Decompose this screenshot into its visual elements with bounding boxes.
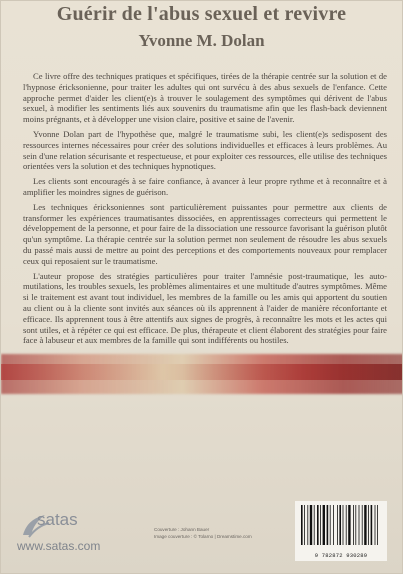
isbn-number: 9 782872 930289 (314, 552, 368, 559)
blurb-text (23, 71, 387, 350)
book-author: Yvonne M. Dolan (138, 31, 265, 50)
blurb-paragraph: Les clients sont encouragés à se faire confiance, à avancer à leur propre rythme et à reconnaître et à amplifier les moindres signes de guérison. (23, 176, 387, 197)
book-title: Guérir de l'abus sexuel et revivre (56, 3, 347, 25)
blurb-paragraph: Ce livre offre des techniques pratiques et spécifiques, tirées de la thérapie centrée sur la solution et de l'hypnose éricksonienne, pour traiter les adultes qui ont survécu à des abus sexuels de l'enfance. Cette approche permet d'aider les client(e)s à trouver le soulagement des symptômes qui dérivent de l'abus sexuel, à modifier les sentiments liés aux souvenirs du traumatisme afin que les flash-back deviennent moins prégnants, et à développer une vision claire, positive et saine de l'avenir. (23, 71, 387, 125)
red-smoke-band-core (1, 364, 403, 380)
publisher-website: www.satas.com (17, 539, 101, 553)
blurb-paragraph: Yvonne Dolan part de l'hypothèse que, malgré le traumatisme subi, les client(e)s sedisposent des ressources internes nécessaires pour créer des solutions individuelles et efficaces à leurs problèmes. Au sein d'une relation sécurisante et respectueuse, et pour exploiter ces ressources, elle utilise des techniques orientées vers la solution et des techniques hypnotiques. (23, 128, 387, 172)
isbn-barcode (295, 501, 387, 561)
credit-line: Couverture : Johann Bauer (154, 527, 210, 532)
cover-credits (154, 526, 274, 540)
credit-line: Image couverture : © Tolarno | Dreamstime.com (154, 534, 252, 539)
blurb-paragraph: L'auteur propose des stratégies particulières pour traiter l'amnésie post-traumatique, les auto-mutilations, les troubles sexuels, les problèmes alimentaires et une multitude d'autres symptômes. Même si le traitement est avant tout individuel, les membres de la famille ou les amis qui apportent du soutien au client ou à la cliente sont invités aux séances où ils apprennent à l'aider de manière réconfortante et efficace. Ils apprennent tous à être attentifs aux signes de progrès, à reconnaître les mots et les actes qui sont utiles, et à répéter ce qui est efficace. De plus, thérapeute et client élaborent des stratégies pour faire face à labuseur et aux membres de la famille qui sont indifférents ou hostiles. (23, 270, 387, 346)
blurb-paragraph: Les techniques éricksoniennes sont particulièrement puissantes pour permettre aux clients de transformer les expériences traumatisantes dissociées, en apprentissages correcteurs qui permettent le développement de la personne, et pour faire de la dissociation une ressource favorisant la guérison plutôt qu'un symptôme. La thérapie centrée sur la solution permet non seulement de résoudre les abus sexuels du passé mais aussi de mettre au point des perceptions et des comportements nouveaux pour remplacer ceux qui reposaient sur le traumatisme. (23, 201, 387, 266)
publisher-logo-text: satas (37, 510, 78, 529)
barcode-icon (300, 505, 382, 549)
